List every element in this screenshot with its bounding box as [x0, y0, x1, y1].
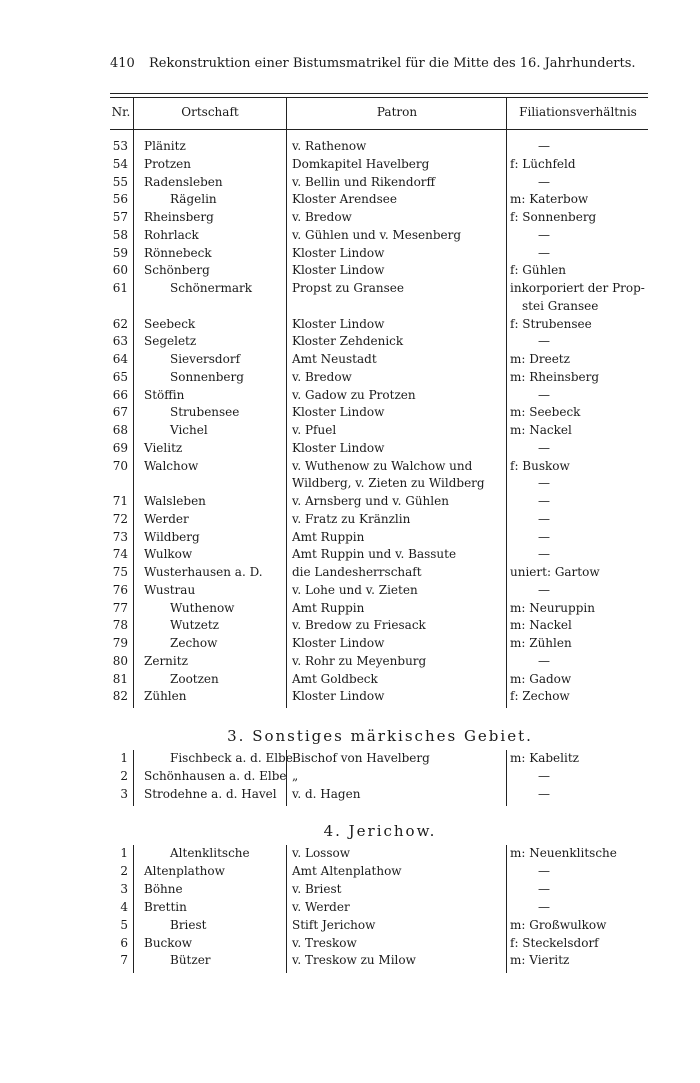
- col-header-filiation: Filiationsverhältnis: [519, 105, 637, 119]
- cell-nr: 60: [112, 263, 128, 278]
- table-row: [110, 298, 650, 316]
- table-row: [110, 475, 650, 493]
- cell-patron: v. Bredow: [292, 369, 352, 384]
- cell-patron: Wildberg, v. Zieten zu Wildberg: [292, 476, 485, 491]
- cell-patron: Kloster Zehdenick: [292, 334, 404, 349]
- cell-filiation: m: Gadow: [510, 671, 572, 686]
- cell-patron: v. Treskow: [292, 935, 357, 950]
- cell-ortschaft: Seebeck: [144, 316, 196, 331]
- cell-patron: Amt Goldbeck: [292, 671, 378, 686]
- cell-filiation: —: [538, 476, 550, 491]
- cell-ortschaft: Rohrlack: [144, 227, 199, 242]
- cell-ortschaft: Walchow: [144, 458, 199, 473]
- col-header-patron: Patron: [376, 105, 418, 119]
- cell-ortschaft: Sonnenberg: [170, 369, 244, 384]
- cell-filiation: —: [538, 334, 550, 349]
- cell-patron: v. Rathenow: [292, 139, 367, 153]
- cell-patron: v. Arnsberg und v. Gühlen: [292, 494, 449, 508]
- cell-filiation: —: [538, 899, 550, 914]
- cell-patron: v. Gühlen und v. Mesenberg: [292, 227, 462, 242]
- table-row: [110, 881, 650, 899]
- cell-nr: 1: [120, 846, 128, 860]
- cell-filiation: —: [538, 227, 550, 242]
- section-3-title: 3. Sonstiges märkisches Gebiet.: [227, 727, 533, 745]
- cell-nr: 67: [112, 405, 128, 420]
- cell-filiation: f: Buskow: [510, 458, 570, 473]
- cell-filiation: —: [538, 547, 550, 562]
- table-row: [110, 369, 650, 387]
- cell-filiation: f: Strubensee: [510, 316, 592, 331]
- cell-patron: Kloster Lindow: [292, 440, 385, 455]
- cell-nr: 54: [112, 156, 128, 171]
- table-row: [110, 262, 650, 280]
- cell-filiation: m: Nackel: [510, 618, 572, 633]
- table-row: [110, 546, 650, 564]
- cell-patron: Amt Ruppin und v. Bassute: [292, 547, 457, 562]
- cell-ortschaft: Wuthenow: [170, 600, 235, 615]
- cell-patron: die Landesherrschaft: [292, 565, 422, 579]
- table-row: [110, 617, 650, 635]
- cell-filiation: m: Großwulkow: [510, 917, 607, 932]
- table-row: [110, 493, 650, 511]
- cell-nr: 7: [120, 953, 128, 968]
- cell-nr: 78: [112, 618, 128, 633]
- table-row: [110, 333, 650, 351]
- cell-patron: Amt Altenplathow: [292, 863, 402, 878]
- cell-patron: v. Rohr zu Meyenburg: [292, 653, 427, 668]
- cell-ortschaft: Brettin: [144, 899, 187, 914]
- table-row: [110, 600, 650, 618]
- cell-ortschaft: Strubensee: [170, 405, 240, 420]
- cell-patron: Domkapitel Havelberg: [292, 156, 430, 171]
- cell-patron: Kloster Lindow: [292, 263, 385, 278]
- cell-filiation: m: Neuruppin: [510, 600, 595, 615]
- cell-nr: 82: [112, 689, 128, 704]
- cell-filiation: —: [538, 494, 550, 508]
- cell-patron: „: [292, 768, 299, 783]
- cell-nr: 81: [112, 671, 128, 686]
- cell-filiation: —: [538, 582, 550, 597]
- cell-patron: Bischof von Havelberg: [292, 751, 430, 765]
- table-row: [110, 209, 650, 227]
- table-row: [110, 529, 650, 547]
- cell-nr: 55: [112, 174, 128, 189]
- cell-ortschaft: Plänitz: [144, 139, 186, 153]
- top-rule: [110, 93, 648, 94]
- cell-filiation: inkorporiert der Prop-: [510, 281, 645, 295]
- table-row: [110, 156, 650, 174]
- cell-ortschaft: Fischbeck a. d. Elbe: [170, 751, 293, 765]
- cell-ortschaft: Buckow: [144, 935, 193, 950]
- col-header-ortschaft: Ortschaft: [181, 105, 239, 119]
- cell-filiation: —: [538, 387, 550, 402]
- cell-nr: 2: [120, 863, 128, 878]
- cell-nr: 69: [112, 440, 128, 455]
- cell-filiation: f: Lüchfeld: [510, 156, 576, 171]
- table-row: [110, 351, 650, 369]
- cell-ortschaft: Schönberg: [144, 263, 210, 278]
- cell-patron: v. Werder: [292, 899, 350, 914]
- cell-nr: 68: [112, 423, 128, 437]
- cell-patron: Stift Jerichow: [292, 917, 376, 932]
- cell-nr: 53: [112, 139, 128, 153]
- table-row: [110, 845, 650, 863]
- table-row: [110, 786, 650, 804]
- cell-ortschaft: Schönermark: [170, 281, 253, 295]
- cell-filiation: m: Rheinsberg: [510, 369, 600, 384]
- table-row: [110, 768, 650, 786]
- cell-patron: v. Fratz zu Kränzlin: [292, 511, 411, 526]
- cell-ortschaft: Zühlen: [144, 689, 187, 704]
- cell-filiation: —: [538, 529, 550, 544]
- cell-ortschaft: Stöffin: [144, 387, 185, 402]
- cell-filiation: —: [538, 881, 550, 896]
- cell-filiation: —: [538, 174, 550, 189]
- cell-filiation: —: [538, 511, 550, 526]
- cell-patron: Amt Ruppin: [292, 600, 365, 615]
- cell-filiation: —: [538, 768, 550, 783]
- page-number: 410: [110, 56, 135, 71]
- table-row: [110, 564, 650, 582]
- table-row: [110, 245, 650, 263]
- cell-filiation: —: [538, 786, 550, 801]
- cell-nr: 76: [112, 582, 128, 597]
- cell-patron: v. Treskow zu Milow: [292, 953, 416, 968]
- cell-ortschaft: Wusterhausen a. D.: [144, 565, 263, 579]
- cell-patron: v. Wuthenow zu Walchow und: [292, 458, 473, 473]
- cell-filiation: m: Seebeck: [510, 405, 581, 420]
- cell-patron: v. Bredow zu Friesack: [292, 618, 426, 633]
- cell-ortschaft: Vielitz: [144, 440, 183, 455]
- cell-nr: 58: [112, 227, 128, 242]
- cell-filiation: m: Vieritz: [510, 953, 570, 968]
- cell-filiation: f: Gühlen: [510, 263, 567, 278]
- cell-nr: 57: [112, 210, 128, 224]
- cell-nr: 5: [120, 917, 128, 932]
- cell-filiation: —: [538, 139, 550, 153]
- table-row: [110, 191, 650, 209]
- table-row: [110, 917, 650, 935]
- table-row: [110, 653, 650, 671]
- cell-ortschaft: Protzen: [144, 156, 192, 171]
- cell-nr: 74: [112, 547, 128, 562]
- cell-nr: 65: [112, 369, 128, 384]
- cell-patron: v. Lohe und v. Zieten: [292, 582, 418, 597]
- cell-filiation: —: [538, 653, 550, 668]
- cell-filiation: uniert: Gartow: [510, 565, 600, 579]
- cell-nr: 59: [112, 245, 128, 260]
- header-rule: [110, 129, 648, 130]
- table-row: [110, 952, 650, 970]
- table-row: [110, 688, 650, 706]
- section-4-title: 4. Jerichow.: [323, 822, 437, 840]
- cell-ortschaft: Zechow: [170, 636, 218, 650]
- cell-nr: 66: [112, 387, 128, 402]
- cell-nr: 72: [112, 511, 128, 526]
- cell-ortschaft: Schönhausen a. d. Elbe: [144, 768, 287, 783]
- cell-patron: v. Gadow zu Protzen: [292, 387, 416, 402]
- cell-nr: 2: [120, 768, 128, 783]
- top-rule-double: [110, 97, 648, 98]
- table-row: [110, 899, 650, 917]
- table-row: [110, 458, 650, 476]
- cell-ortschaft: Wutzetz: [170, 618, 219, 633]
- cell-filiation: f: Sonnenberg: [510, 210, 597, 224]
- cell-patron: v. Pfuel: [292, 423, 337, 437]
- cell-ortschaft: Rönnebeck: [144, 245, 212, 260]
- cell-filiation: m: Nackel: [510, 423, 572, 437]
- table-row: [110, 671, 650, 689]
- table-row: [110, 440, 650, 458]
- cell-nr: 6: [120, 935, 128, 950]
- cell-patron: Kloster Lindow: [292, 636, 385, 650]
- table-row: [110, 404, 650, 422]
- cell-patron: v. d. Hagen: [292, 786, 361, 801]
- cell-patron: v. Bredow: [292, 210, 352, 224]
- cell-nr: 56: [112, 192, 128, 207]
- cell-nr: 3: [120, 881, 128, 896]
- cell-ortschaft: Walsleben: [144, 494, 206, 508]
- col-header-nr: Nr.: [111, 105, 131, 119]
- table-row: [110, 387, 650, 405]
- cell-ortschaft: Wustrau: [144, 582, 196, 597]
- table-row: [110, 227, 650, 245]
- cell-filiation: —: [538, 863, 550, 878]
- cell-patron: Kloster Lindow: [292, 689, 385, 704]
- cell-nr: 61: [112, 281, 128, 295]
- cell-ortschaft: Altenplathow: [144, 863, 225, 878]
- table-row: [110, 635, 650, 653]
- cell-ortschaft: Radensleben: [144, 174, 223, 189]
- cell-nr: 80: [112, 653, 128, 668]
- cell-nr: 71: [112, 494, 128, 508]
- cell-nr: 79: [112, 636, 128, 650]
- cell-ortschaft: Wildberg: [144, 529, 200, 544]
- running-header: [110, 56, 640, 71]
- cell-nr: 62: [112, 316, 128, 331]
- cell-ortschaft: Rheinsberg: [144, 210, 214, 224]
- cell-ortschaft: Vichel: [170, 423, 208, 437]
- table-row: [110, 316, 650, 334]
- cell-filiation: m: Neuenklitsche: [510, 846, 617, 860]
- cell-ortschaft: Zootzen: [170, 671, 219, 686]
- cell-filiation: —: [538, 440, 550, 455]
- cell-nr: 70: [112, 458, 128, 473]
- cell-filiation: f: Zechow: [510, 689, 570, 704]
- cell-ortschaft: Segeletz: [144, 334, 197, 349]
- table-row: [110, 138, 650, 156]
- cell-ortschaft: Zernitz: [144, 653, 188, 668]
- cell-filiation: m: Kabelitz: [510, 751, 579, 765]
- table-row: [110, 174, 650, 192]
- cell-filiation: m: Zühlen: [510, 636, 572, 650]
- cell-nr: 1: [120, 751, 128, 765]
- cell-patron: Amt Ruppin: [292, 529, 365, 544]
- cell-ortschaft: Wulkow: [144, 547, 193, 562]
- cell-ortschaft: Rägelin: [170, 192, 217, 207]
- cell-nr: 3: [120, 786, 128, 801]
- table-row: [110, 750, 650, 768]
- cell-nr: 4: [120, 899, 128, 914]
- table-row: [110, 863, 650, 881]
- cell-patron: Propst zu Gransee: [292, 281, 404, 295]
- table-row: [110, 935, 650, 953]
- cell-patron: Amt Neustadt: [292, 352, 377, 366]
- cell-ortschaft: Bützer: [170, 953, 211, 968]
- cell-filiation: m: Katerbow: [510, 192, 589, 207]
- cell-nr: 77: [112, 600, 128, 615]
- table-row: [110, 582, 650, 600]
- cell-ortschaft: Werder: [144, 511, 189, 526]
- running-title: Rekonstruktion einer Bistumsmatrikel für die Mitte des 16. Jahrhunderts.: [148, 56, 636, 71]
- table-row: [110, 422, 650, 440]
- cell-ortschaft: Böhne: [144, 881, 183, 896]
- cell-patron: Kloster Lindow: [292, 245, 385, 260]
- cell-filiation: stei Gransee: [522, 298, 599, 313]
- cell-nr: 75: [112, 565, 128, 579]
- cell-ortschaft: Sieversdorf: [170, 352, 241, 366]
- cell-ortschaft: Briest: [170, 917, 207, 932]
- cell-nr: 63: [112, 334, 128, 349]
- cell-patron: Kloster Lindow: [292, 405, 385, 420]
- cell-nr: 73: [112, 529, 128, 544]
- cell-ortschaft: Altenklitsche: [170, 846, 250, 860]
- cell-patron: Kloster Arendsee: [292, 192, 397, 207]
- cell-patron: v. Bellin und Rikendorff: [292, 174, 436, 189]
- cell-patron: v. Briest: [292, 881, 342, 896]
- cell-patron: Kloster Lindow: [292, 316, 385, 331]
- cell-nr: 64: [112, 352, 128, 366]
- cell-filiation: f: Steckelsdorf: [510, 935, 599, 950]
- cell-filiation: m: Dreetz: [510, 352, 570, 366]
- cell-filiation: —: [538, 245, 550, 260]
- table-row: [110, 511, 650, 529]
- table-row: [110, 280, 650, 298]
- cell-ortschaft: Strodehne a. d. Havel: [144, 786, 277, 801]
- cell-patron: v. Lossow: [292, 846, 350, 860]
